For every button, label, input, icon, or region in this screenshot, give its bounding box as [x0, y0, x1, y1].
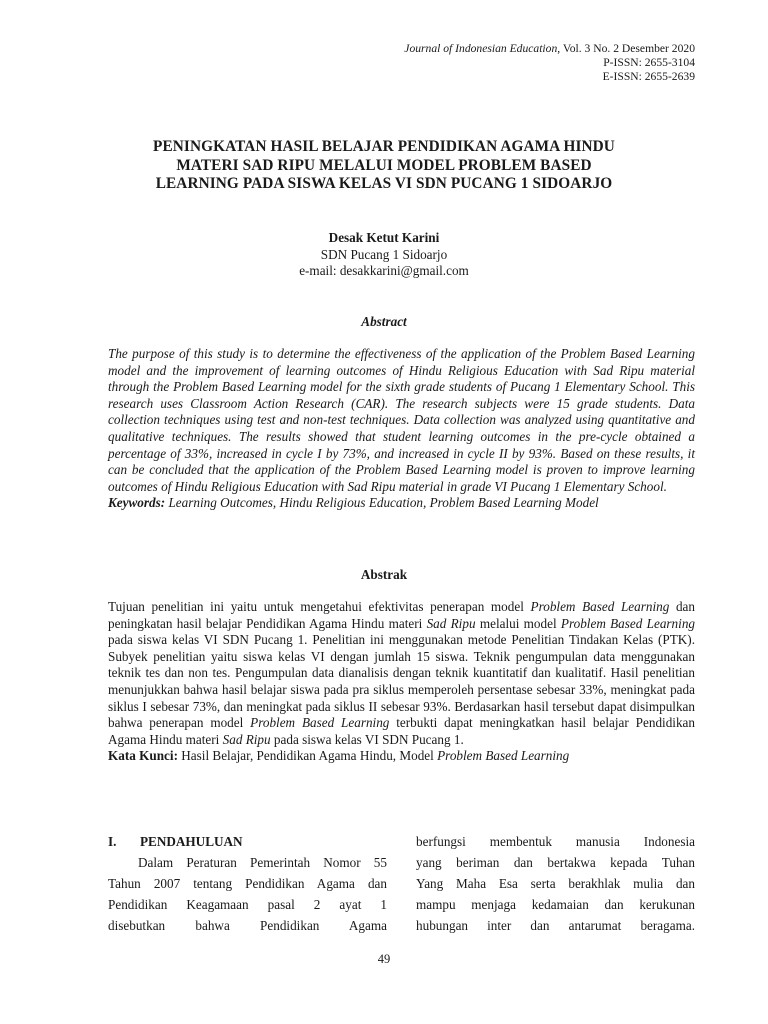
paper-title — [90, 138, 678, 194]
abstract-en-text: The purpose of this study is to determine the effectiveness of the application of the Problem Based Learning model and the improvement of learning outcomes of Hindu Religious Education with Sad Ripu material through the Problem Based Learning model for the sixth grade students of Pucang 1 Elementary School. This research uses Classroom Action Research (CAR). The research subjects were 15 grade students. Data collection techniques using test and non-test techniques. Data collection was analyzed using quantitative and qualitative techniques. The results showed that student learning outcomes in the pre-cycle obtained a percentage of 33%, increased in cycle I by 73%, and increased in cycle II by 93%. Based on these results, it can be concluded that the application of the Problem Based Learning model is proven to improve learning outcomes of Hindu Religious Education with Sad Ripu material in grade VI Pucang 1 Elementary School. — [108, 346, 695, 494]
author-affiliation: SDN Pucang 1 Sidoarjo — [320, 246, 448, 262]
journal-eissn: E-ISSN: 2655-2639 — [602, 70, 695, 83]
title-line-2: MATERI SAD RIPU MELALUI MODEL PROBLEM BASED — [176, 156, 592, 174]
intro-right-line: berfungsi membentuk manusia Indonesia — [416, 834, 695, 849]
page-number: 49 — [377, 952, 391, 966]
abstract-id — [108, 599, 695, 765]
title-line-1: PENINGKATAN HASIL BELAJAR PENDIDIKAN AGAMA HINDU — [153, 138, 615, 155]
journal-header — [404, 42, 695, 84]
journal-name: Journal of Indonesian Education — [404, 42, 558, 55]
author-email: e-mail: desakkarini@gmail.com — [299, 263, 469, 278]
keywords-id-italic: Problem Based Learning — [437, 748, 570, 764]
author-block — [100, 230, 668, 280]
abstract-id-heading: Abstrak — [360, 567, 408, 582]
keywords-id-values: Hasil Belajar, Pendidikan Agama Hindu, Model — [177, 748, 438, 764]
intro-left-line: Dalam Peraturan Pemerintah Nomor 55 — [138, 855, 387, 870]
journal-citation-line — [404, 42, 695, 56]
intro-right-line: yang beriman dan bertakwa kepada Tuhan — [416, 855, 695, 870]
title-line-3: LEARNING PADA SISWA KELAS VI SDN PUCANG 1 SIDOARJO — [155, 175, 613, 192]
keywords-id — [108, 748, 569, 763]
abstract-en — [108, 346, 695, 512]
intro-right-line: Yang Maha Esa serta berakhlak mulia dan — [416, 876, 695, 891]
intro-left-line: Pendidikan Keagamaan pasal 2 ayat 1 — [108, 897, 387, 912]
intro-right-line: mampu menjaga kedamaian dan kerukunan — [416, 897, 695, 912]
keywords-en — [108, 495, 599, 510]
intro-right-line: hubungan inter dan antarumat beragama. — [416, 918, 695, 933]
intro-right-column — [416, 831, 695, 936]
section-title: PENDAHULUAN — [140, 834, 243, 849]
journal-volume: , Vol. 3 No. 2 Desember 2020 — [557, 42, 695, 55]
keywords-id-label: Kata Kunci: — [108, 748, 178, 764]
intro-left-column — [108, 831, 387, 936]
intro-left-line: Tahun 2007 tentang Pendidikan Agama dan — [108, 876, 387, 891]
abstract-id-text: Tujuan penelitian ini yaitu untuk mengetahui efektivitas penerapan model Problem Based Learning dan peningkatan hasil belajar Pendidikan Agama Hindu materi Sad Ripu melalui model Problem Based Learning pada siswa kelas VI SDN Pucang 1. Penelitian ini menggunakan metode Penelitian Tindakan Kelas (PTK). Subyek penelitian yaitu siswa kelas VI dengan jumlah 15 siswa. Teknik pengumpulan data menggunakan teknik tes dan non tes. Pengumpulan data dianalisis dengan teknik kuantitatif dan kualitatif. Hasil penelitian menunjukkan bahwa hasil belajar siswa pada pra siklus memperoleh persentase sebesar 33%, meningkat pada siklus I sebesar 73%, dan meningkat pada siklus II sebesar 93%. Berdasarkan hasil tersebut dapat disimpulkan bahwa penerapan model Problem Based Learning terbukti dapat meningkatkan hasil belajar Pendidikan Agama Hindu materi Sad Ripu pada siswa kelas VI SDN Pucang 1. — [108, 599, 696, 747]
journal-pissn: P-ISSN: 2655-3104 — [603, 56, 695, 69]
keywords-en-label: Keywords: — [108, 495, 166, 511]
section-number: I. — [108, 834, 117, 849]
abstract-en-heading: Abstract — [361, 314, 407, 329]
author-name: Desak Ketut Karini — [328, 230, 440, 245]
section-heading-introduction — [108, 831, 387, 852]
intro-left-line: disebutkan bahwa Pendidikan Agama — [108, 918, 387, 933]
keywords-en-values: Learning Outcomes, Hindu Religious Education, Problem Based Learning Model — [165, 495, 599, 511]
